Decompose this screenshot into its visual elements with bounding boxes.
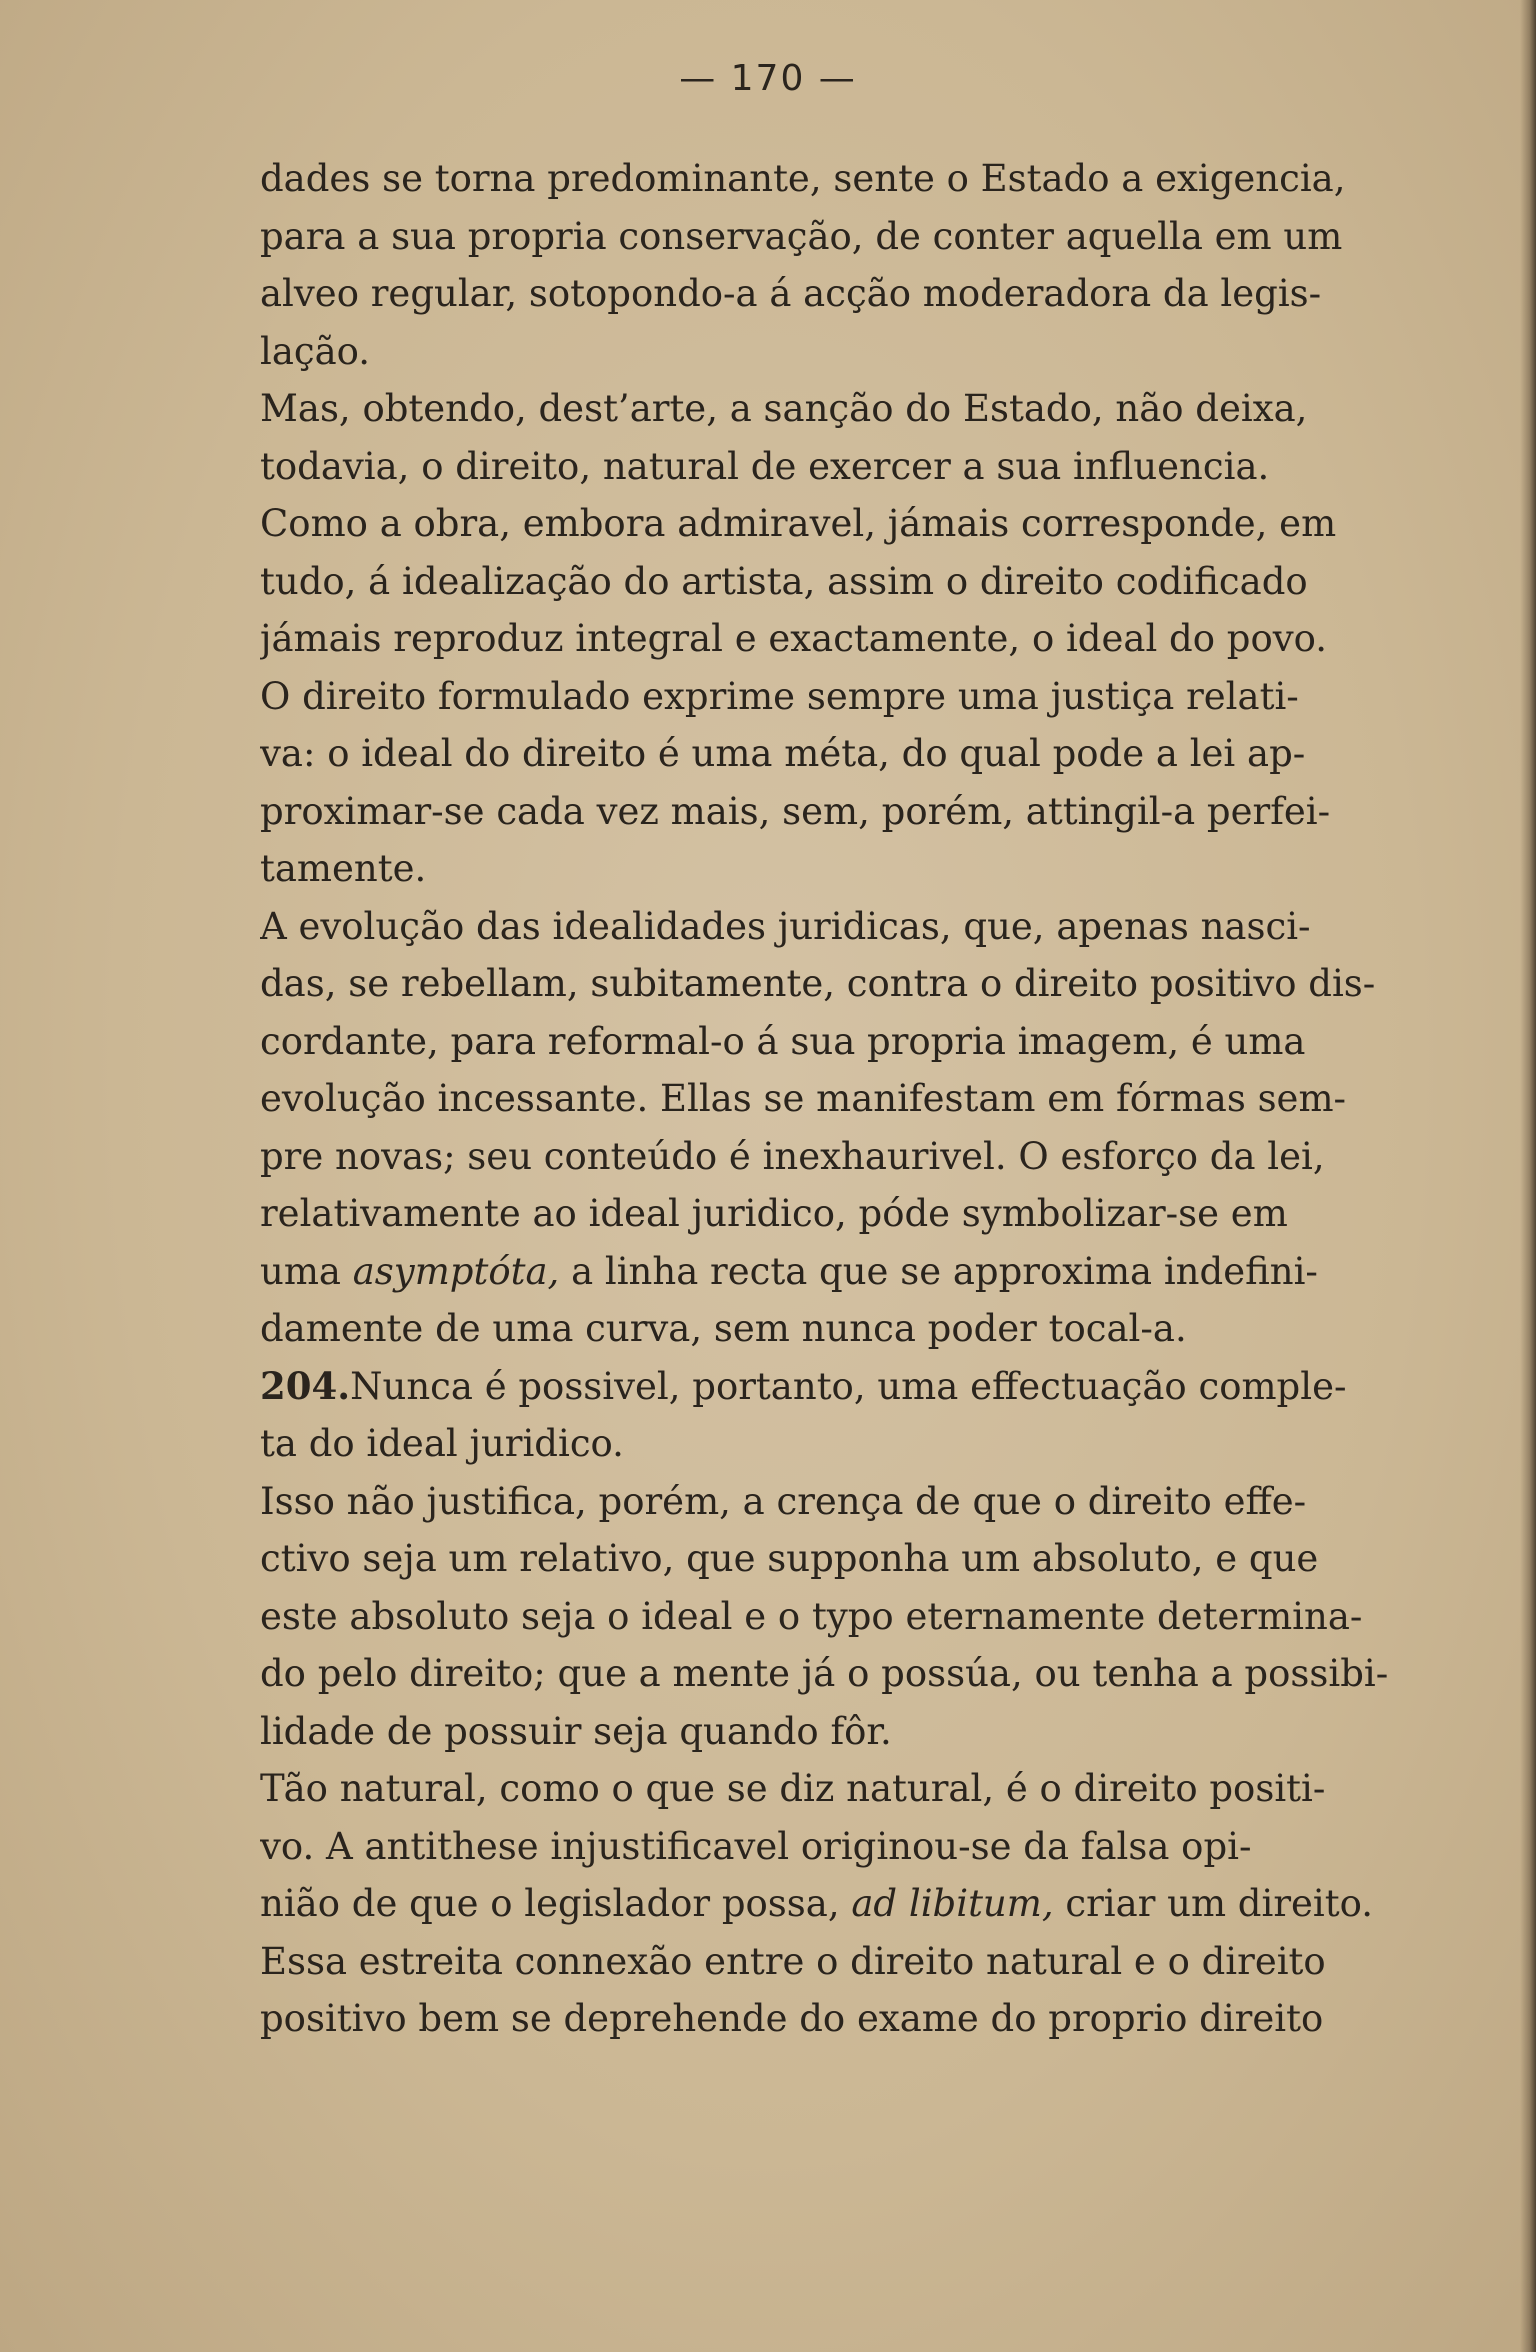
text-line: va: o ideal do direito é uma méta, do qual pode a lei ap- (260, 732, 1306, 775)
italic-term: ad libitum, (851, 1882, 1054, 1925)
italic-term: asymptóta, (352, 1249, 560, 1293)
text-fragment: nião de que o legislador possa, (260, 1882, 852, 1925)
text-line: positivo bem se deprehende do exame do proprio direito (260, 1997, 1324, 2040)
text-line: A evolução das idealidades juridicas, que, apenas nasci- (260, 904, 1311, 948)
text-line: para a sua propria conservação, de conter aquella em um (260, 214, 1343, 258)
text-line: alveo regular, sotopondo-a á acção moderadora da legis- (260, 272, 1322, 315)
text-line: pre novas; seu conteúdo é inexhaurivel. O esforço da lei, (260, 1134, 1325, 1178)
text-line-ad-libitum (260, 1875, 1400, 1933)
page-number: — 170 — (679, 58, 857, 99)
text-line: tamente. (260, 847, 427, 890)
section-line (260, 1358, 1400, 1416)
text-line: este absoluto seja o ideal e o typo eternamente determina- (260, 1594, 1363, 1638)
text-line: Como a obra, embora admiravel, jámais corresponde, em (260, 502, 1337, 545)
section-text: Nunca é possivel, portanto, uma effectuação comple- (350, 1364, 1347, 1408)
text-line: Tão natural, como o que se diz natural, é o direito positi- (260, 1767, 1326, 1810)
text-line: proximar-se cada vez mais, sem, porém, attingil-a perfei- (260, 789, 1331, 833)
text-fragment: uma (260, 1249, 353, 1293)
text-line: Essa estreita connexão entre o direito natural e o direito (260, 1939, 1326, 1983)
text-line: jámais reproduz integral e exactamente, o ideal do povo. (260, 617, 1328, 660)
text-line: dades se torna predominante, sente o Estado a exigencia, (260, 157, 1346, 200)
text-line: das, se rebellam, subitamente, contra o direito positivo dis- (260, 962, 1376, 1005)
text-line: vo. A antithese injustificavel originou-se da falsa opi- (260, 1824, 1252, 1868)
text-line: cordante, para reformal-o á sua propria imagem, é uma (260, 1019, 1306, 1063)
text-line: ctivo seja um relativo, que supponha um absoluto, e que (260, 1537, 1319, 1580)
text-line-asymptota (260, 1243, 1400, 1301)
text-line: ta do ideal juridico. (260, 1422, 624, 1465)
text-line: tudo, á idealização do artista, assim o direito codificado (260, 559, 1308, 603)
text-line: Mas, obtendo, dest’arte, a sanção do Estado, não deixa, (260, 387, 1308, 430)
text-line: damente de uma curva, sem nunca poder tocal-a. (260, 1307, 1187, 1350)
text-line: O direito formulado exprime sempre uma justiça relati- (260, 674, 1299, 718)
text-fragment: a linha recta que se approxima indefini- (559, 1249, 1318, 1293)
text-line: lação. (260, 329, 371, 373)
text-fragment: criar um direito. (1053, 1882, 1374, 1925)
page-edge-shadow (1520, 0, 1536, 2352)
section-number: 204. (260, 1363, 351, 1408)
text-line: todavia, o direito, natural de exercer a sua influencia. (260, 444, 1270, 488)
text-line: Isso não justifica, porém, a crença de que o direito effe- (260, 1479, 1307, 1523)
text-line: evolução incessante. Ellas se manifestam em fórmas sem- (260, 1077, 1347, 1120)
text-line: lidade de possuir seja quando fôr. (260, 1709, 892, 1753)
text-line: relativamente ao ideal juridico, póde symbolizar-se em (260, 1192, 1288, 1235)
text-line: do pelo direito; que a mente já o possúa, ou tenha a possibi- (260, 1652, 1389, 1695)
body-text (260, 150, 1400, 2048)
